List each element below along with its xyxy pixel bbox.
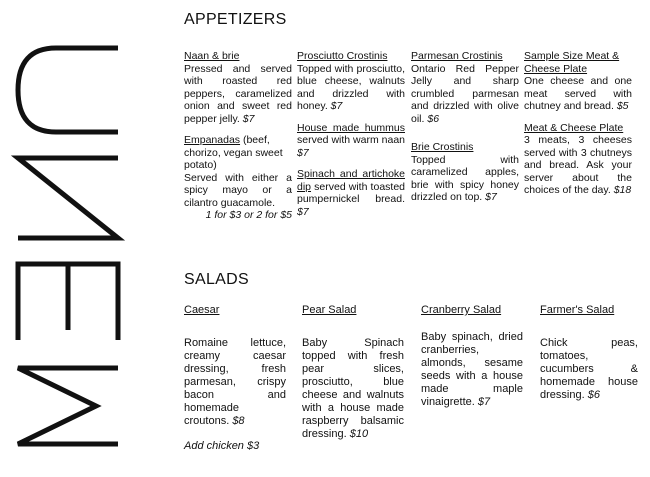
item-desc: Served with either a spicy mayo or a cilantro guacamole. — [184, 171, 292, 209]
item-name: Brie Crostinis — [411, 141, 474, 153]
salad-desc: Chick peas, tomatoes, cucumbers & homemade house dressing. — [540, 337, 638, 401]
item-price: $7 — [330, 100, 343, 112]
item-name: Meat & Cheese Plate — [524, 121, 624, 134]
menu-item — [297, 122, 405, 160]
item-name: House made hummus — [297, 121, 405, 134]
item-desc: served with warm naan — [297, 134, 405, 146]
item-name: Prosciutto Crostinis — [297, 50, 388, 62]
salad-desc: Baby Spinach topped with fresh pear slices, prosciutto, blue cheese and walnuts with a house made raspberry balsamic dressing. — [302, 337, 404, 440]
item-desc: served with toasted pumpernickel bread. — [297, 180, 406, 205]
appetizers-column-2 — [297, 50, 405, 227]
letter-n — [18, 158, 118, 238]
item-desc: One cheese and one meat served with chutney and bread. — [524, 75, 632, 112]
item-price: $7 — [297, 146, 309, 159]
item-price: $5 — [616, 100, 629, 112]
appetizers-title: APPETIZERS — [184, 11, 287, 28]
item-desc: Topped with caramelized apples, brie with spicy honey drizzled on top. — [411, 153, 519, 203]
item-name: Sample Size Meat & Cheese Plate — [524, 50, 620, 75]
salad-price: $7 — [477, 396, 491, 408]
item-price: $18 — [613, 184, 632, 196]
salad-addon: Add chicken $3 — [184, 440, 260, 452]
appetizers-column-1 — [184, 50, 292, 231]
menu-item — [297, 50, 405, 113]
letter-u — [18, 48, 118, 132]
salad-pear — [302, 304, 404, 441]
salad-price: $8 — [232, 415, 245, 427]
salad-desc: Baby spinach, dried cranberries, almonds, sesame seeds with a house made maple vinaigrette. — [421, 331, 523, 408]
menu-vertical-title — [6, 40, 126, 450]
item-desc: Topped with prosciutto, blue cheese, walnuts and drizzled with honey. — [297, 62, 405, 112]
item-desc: Pressed and served with roasted red peppers, caramelized onion and sweet red pepper jelly. — [184, 62, 292, 125]
menu-item — [411, 50, 519, 125]
salad-caesar — [184, 304, 286, 453]
salads-title: SALADS — [184, 271, 249, 288]
item-price: $6 — [427, 112, 440, 125]
letter-e — [18, 264, 118, 340]
salad-price: $6 — [587, 389, 600, 401]
item-name: Naan & brie — [184, 50, 240, 62]
menu-item — [411, 141, 519, 204]
menu-item — [524, 50, 632, 113]
salad-desc: Romaine lettuce, creamy caesar dressing, fresh parmesan, crispy bacon and homemade croutons. — [184, 337, 286, 427]
item-name: Parmesan Crostinis — [411, 50, 503, 62]
item-price: $7 — [242, 112, 255, 125]
letter-m — [18, 368, 118, 444]
menu-item — [184, 134, 292, 222]
salad-name: Pear Salad — [302, 304, 357, 316]
item-desc: 3 meats, 3 cheeses served with 3 chutneys and bread. Ask your server about the choices of the day. — [524, 134, 632, 196]
salad-name: Farmer's Salad — [540, 304, 615, 316]
salad-farmers — [540, 304, 638, 402]
salad-name: Caesar — [184, 304, 220, 316]
menu-item — [297, 168, 405, 218]
salad-cranberry — [421, 304, 523, 409]
salad-price: $10 — [349, 428, 369, 440]
item-name-suffix: (beef, chorizo, vegan sweet potato) — [184, 134, 283, 171]
menu-item — [184, 50, 292, 125]
item-desc: Ontario Red Pepper Jelly and sharp crumbled parmesan and drizzled with olive oil. — [411, 62, 519, 125]
item-price-note: 1 for $3 or 2 for $5 — [205, 209, 292, 221]
item-price: $7 — [297, 205, 309, 218]
appetizers-column-4 — [524, 50, 632, 206]
menu-item — [524, 122, 632, 197]
menu-letters — [6, 40, 126, 450]
item-name: Empanadas — [184, 134, 241, 146]
salad-name: Cranberry Salad — [421, 304, 502, 316]
item-name: Spinach and artichoke dip — [297, 168, 405, 193]
appetizers-column-3 — [411, 50, 519, 213]
item-price: $7 — [485, 191, 497, 203]
